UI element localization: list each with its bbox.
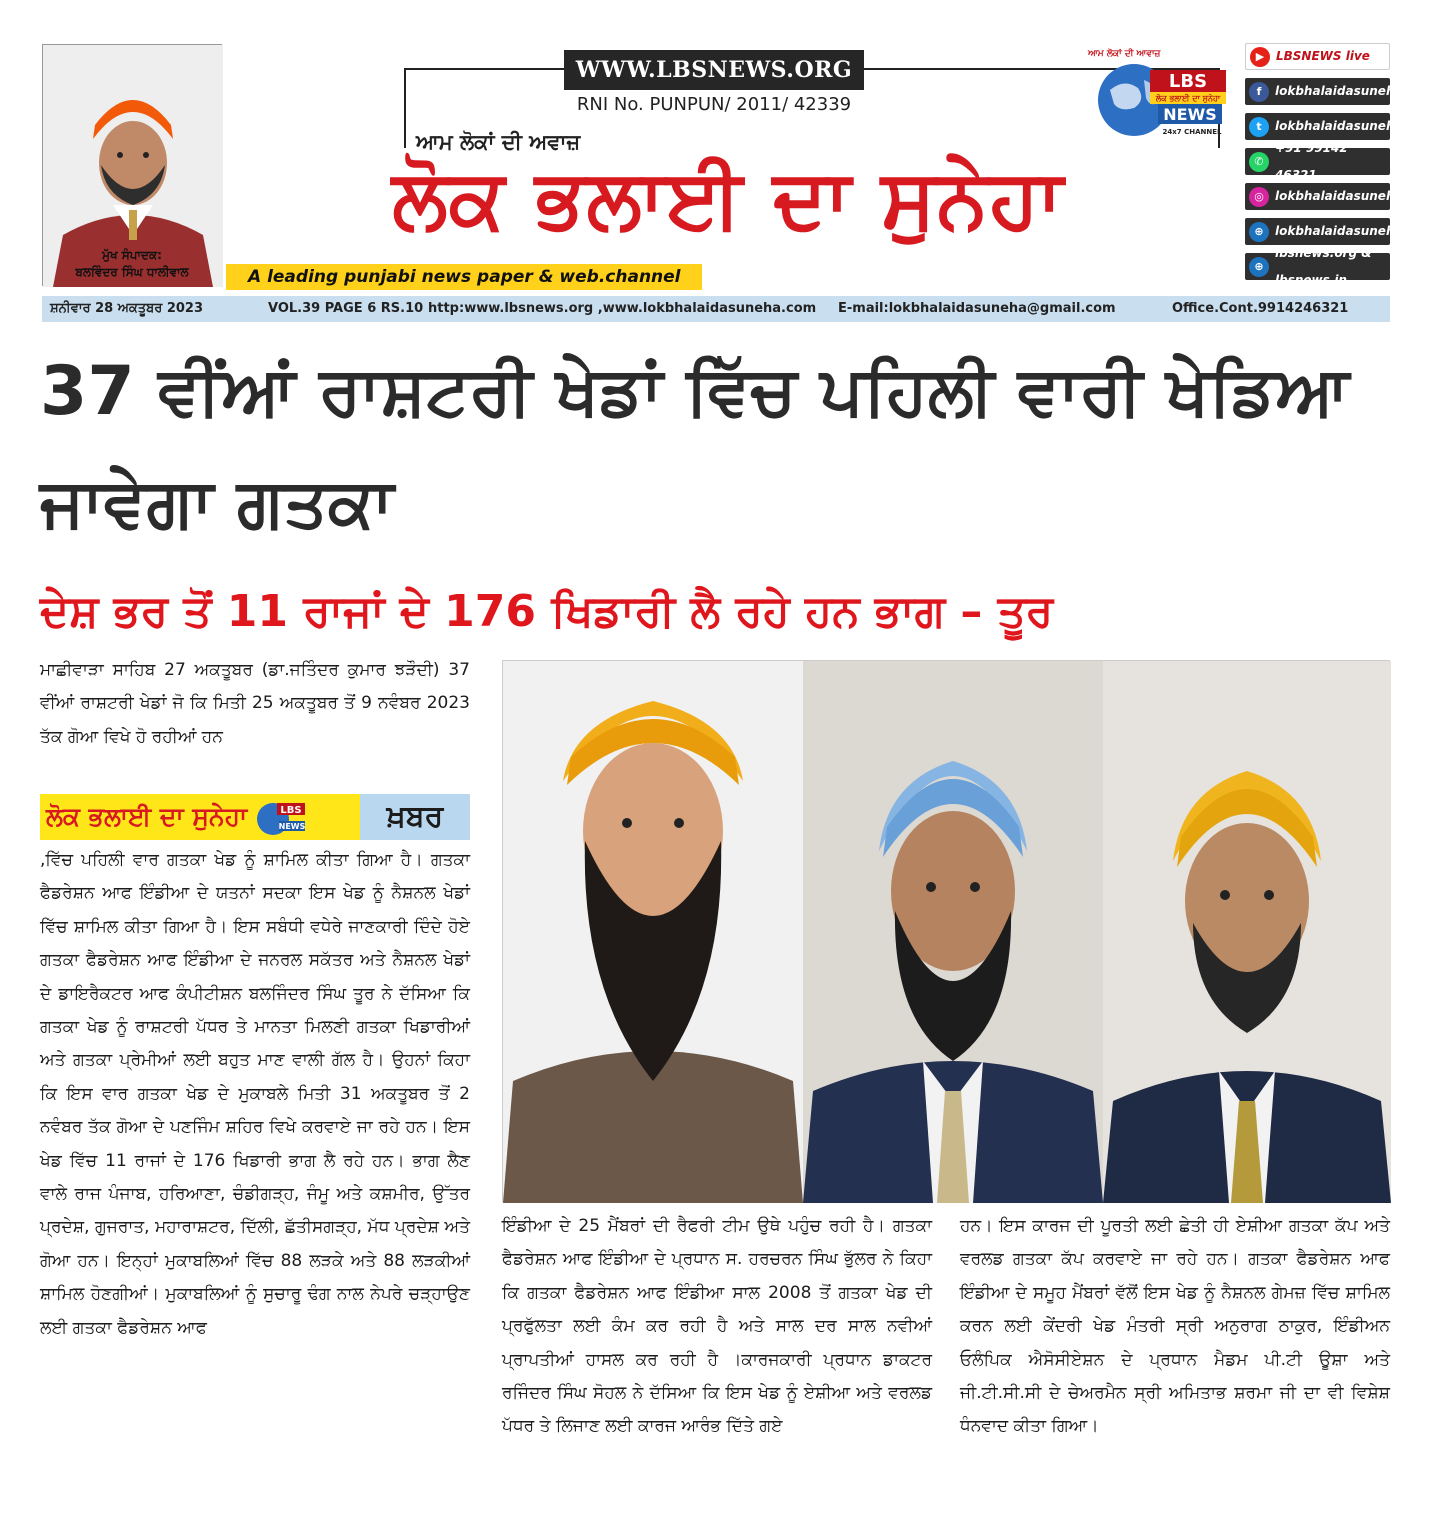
social-item-whatsapp[interactable]	[1245, 140, 1390, 182]
editor-caption	[43, 247, 221, 281]
social-label: lokbhalaidasuneha.com	[1275, 224, 1435, 238]
office-contact: Office.Cont.9914246321	[1172, 301, 1349, 316]
brand-strip-khabar: ਖ਼ਬਰ	[360, 794, 470, 840]
social-links	[1245, 43, 1435, 288]
globe-icon: ⊕	[1249, 257, 1269, 277]
globe-icon: ⊕	[1249, 222, 1269, 242]
mini-news-text: NEWS	[278, 822, 306, 831]
youtube-icon: ▶	[1250, 47, 1270, 67]
logo-lbs-text: LBS	[1168, 71, 1208, 92]
tagline-english: A leading punjabi news paper & web.channel	[226, 264, 702, 290]
lbs-mini-logo	[251, 797, 307, 837]
social-label: lokbhalaidasuneha	[1275, 84, 1403, 98]
website-links[interactable]: http:www.lbsnews.org ,www.lokbhalaidasuneha.com	[428, 301, 817, 316]
lbs-news-logo	[1068, 44, 1230, 144]
info-bar	[42, 296, 1390, 322]
social-label: lokbhalaidasuneha	[1275, 119, 1403, 133]
rni-number: RNI No. PUNPUN/ 2011/ 42339	[576, 94, 852, 115]
social-item-facebook[interactable]	[1245, 78, 1403, 105]
social-label: LBSNEWS live	[1276, 49, 1370, 63]
article-photo	[502, 660, 1390, 1202]
paper-name: ਲੋਕ ਭਲਾਈ ਦਾ ਸੁਨੇਹਾ	[392, 152, 1064, 247]
site-url[interactable]: WWW.LBSNEWS.ORG	[564, 50, 864, 90]
social-label: lokbhalaidasuneha	[1275, 189, 1403, 203]
logo-channel-text: 24x7 CHANNEL	[1162, 128, 1222, 136]
three-portraits-illustration	[503, 661, 1391, 1203]
editor-caption-name: ਬਲਵਿੰਦਰ ਸਿੰਘ ਧਾਲੀਵਾਲ	[75, 265, 189, 279]
tagline-punjabi: ਆਮ ਲੋਕਾਂ ਦੀ ਅਵਾਜ਼	[416, 130, 581, 154]
facebook-icon: f	[1249, 82, 1269, 102]
social-label: lbsnews.org & lbsnews.in	[1275, 245, 1372, 287]
article-column-3: ਹਨ। ਇਸ ਕਾਰਜ ਦੀ ਪੂਰਤੀ ਲਈ ਛੇਤੀ ਹੀ ਏਸ਼ੀਆ ਗਤਕਾ ਕੱਪ ਅਤੇ ਵਰਲਡ ਗਤਕਾ ਕੱਪ ਕਰਵਾਏ ਜਾ ਰਹੇ ਹਨ। ਗਤਕਾ ਫੈਡਰੇਸ਼ਨ ਆਫ ਇੰਡੀਆ ਦੇ ਸਮੂਹ ਮੈਂਬਰਾਂ ਵੱਲੋਂ ਇਸ ਖੇਡ ਨੂੰ ਨੈਸ਼ਨਲ ਗੇਮਜ਼ ਵਿੱਚ ਸ਼ਾਮਿਲ ਕਰਨ ਲਈ ਕੇਂਦਰੀ ਖੇਡ ਮੰਤਰੀ ਸ੍ਰੀ ਅਨੁਰਾਗ ਠਾਕੁਰ, ਇੰਡੀਅਨ ਓਲੰਪਿਕ ਐਸੋਸੀਏਸ਼ਨ ਦੇ ਪ੍ਰਧਾਨ ਮੈਡਮ ਪੀ.ਟੀ ਊਸ਼ਾ ਅਤੇ ਜੀ.ਟੀ.ਸੀ.ਸੀ ਦੇ ਚੇਅਰਮੈਨ ਸ੍ਰੀ ਅਮਿਤਾਭ ਸ਼ਰਮਾ ਜੀ ਦਾ ਵੀ ਵਿਸ਼ੇਸ਼ ਧੰਨਵਾਦ ਕੀਤਾ ਗਿਆ।	[960, 1216, 1390, 1437]
article-intro: ਮਾਛੀਵਾੜਾ ਸਾਹਿਬ 27 ਅਕਤੂਬਰ (ਡਾ.ਜਤਿੰਦਰ ਕੁਮਾਰ ਝੜੌਦੀ) 37 ਵੀਂਆਂ ਰਾਸ਼ਟਰੀ ਖੇਡਾਂ ਜੋ ਕਿ ਮਿਤੀ 25 ਅਕਤੂਬਰ ਤੋਂ 9 ਨਵੰਬਰ 2023 ਤੱਕ ਗੋਆ ਵਿਖੇ ਹੋ ਰਹੀਆਂ ਹਨ	[40, 660, 470, 747]
social-item-instagram[interactable]	[1245, 183, 1403, 210]
logo-sub-text: ਲੋਕ ਭਲਾਈ ਦਾ ਸੁਨੇਹਾ	[1155, 94, 1221, 103]
subheadline: ਦੇਸ਼ ਭਰ ਤੋਂ 11 ਰਾਜਾਂ ਦੇ 176 ਖਿਡਾਰੀ ਲੈ ਰਹੇ ਹਨ ਭਾਗ – ਤੂਰ	[40, 586, 1054, 637]
whatsapp-icon: ✆	[1249, 152, 1269, 172]
social-item-youtube[interactable]	[1245, 43, 1390, 70]
brand-strip	[40, 794, 470, 840]
headline: 37 ਵੀਂਆਂ ਰਾਸ਼ਟਰੀ ਖੇਡਾਂ ਵਿੱਚ ਪਹਿਲੀ ਵਾਰੀ ਖੇਡਿਆ ਜਾਵੇਗਾ ਗਤਕਾ	[40, 352, 1350, 543]
editor-caption-title: ਮੁੱਖ ਸੰਪਾਦਕ:	[102, 248, 162, 262]
brand-strip-name: ਲੋਕ ਭਲਾਈ ਦਾ ਸੁਨੇਹਾ	[46, 802, 248, 831]
issue-volume: VOL.39 PAGE 6 RS.10	[268, 301, 424, 316]
editor-photo	[42, 44, 222, 286]
instagram-icon: ◎	[1249, 187, 1269, 207]
article-column-2: ਇੰਡੀਆ ਦੇ 25 ਮੈਂਬਰਾਂ ਦੀ ਰੈਫਰੀ ਟੀਮ ਉਥੇ ਪਹੁੰਚ ਰਹੀ ਹੈ। ਗਤਕਾ ਫੈਡਰੇਸ਼ਨ ਆਫ ਇੰਡੀਆ ਦੇ ਪ੍ਰਧਾਨ ਸ. ਹਰਚਰਨ ਸਿੰਘ ਭੁੱਲਰ ਨੇ ਕਿਹਾ ਕਿ ਗਤਕਾ ਫੈਡਰੇਸ਼ਨ ਆਫ ਇੰਡੀਆ ਸਾਲ 2008 ਤੋਂ ਗਤਕਾ ਖੇਡ ਦੀ ਪ੍ਰਫੁੱਲਤਾ ਲਈ ਕੰਮ ਕਰ ਰਹੀ ਹੈ ਅਤੇ ਸਾਲ ਦਰ ਸਾਲ ਨਵੀਆਂ ਪ੍ਰਾਪਤੀਆਂ ਹਾਸਲ ਕਰ ਰਹੀ ਹੈ ।ਕਾਰਜਕਾਰੀ ਪ੍ਰਧਾਨ ਡਾਕਟਰ ਰਜਿੰਦਰ ਸਿੰਘ ਸੋਹਲ ਨੇ ਦੱਸਿਆ ਕਿ ਇਸ ਖੇਡ ਨੂੰ ਏਸ਼ੀਆ ਅਤੇ ਵਰਲਡ ਪੱਧਰ ਤੇ ਲਿਜਾਣ ਲਈ ਕਾਰਜ ਆਰੰਭ ਦਿੱਤੇ ਗਏ	[502, 1216, 932, 1437]
logo-news-text: NEWS	[1163, 105, 1217, 124]
article-column-1: ,ਵਿੱਚ ਪਹਿਲੀ ਵਾਰ ਗਤਕਾ ਖੇਡ ਨੂੰ ਸ਼ਾਮਿਲ ਕੀਤਾ ਗਿਆ ਹੈ। ਗਤਕਾ ਫੈਡਰੇਸ਼ਨ ਆਫ ਇੰਡੀਆ ਦੇ ਯਤਨਾਂ ਸਦਕਾ ਇਸ ਖੇਡ ਨੂੰ ਨੈਸ਼ਨਲ ਖੇਡਾਂ ਵਿੱਚ ਸ਼ਾਮਿਲ ਕੀਤਾ ਗਿਆ ਹੈ। ਇਸ ਸਬੰਧੀ ਵਧੇਰੇ ਜਾਣਕਾਰੀ ਦਿੰਦੇ ਹੋਏ ਗਤਕਾ ਫੈਡਰੇਸ਼ਨ ਆਫ ਇੰਡੀਆ ਦੇ ਜਨਰਲ ਸਕੱਤਰ ਅਤੇ ਨੈਸ਼ਨਲ ਖੇਡਾਂ ਦੇ ਡਾਇਰੈਕਟਰ ਆਫ ਕੰਪੀਟੀਸ਼ਨ ਬਲਜਿੰਦਰ ਸਿੰਘ ਤੂਰ ਨੇ ਦੱਸਿਆ ਕਿ ਗਤਕਾ ਖੇਡ ਨੂੰ ਰਾਸ਼ਟਰੀ ਪੱਧਰ ਤੇ ਮਾਨਤਾ ਮਿਲਣੀ ਗਤਕਾ ਖਿਡਾਰੀਆਂ ਅਤੇ ਗਤਕਾ ਪ੍ਰੇਮੀਆਂ ਲਈ ਬਹੁਤ ਮਾਣ ਵਾਲੀ ਗੱਲ ਹੈ। ਉਹਨਾਂ ਕਿਹਾ ਕਿ ਇਸ ਵਾਰ ਗਤਕਾ ਖੇਡ ਦੇ ਮੁਕਾਬਲੇ ਮਿਤੀ 31 ਅਕਤੂਬਰ ਤੋਂ 2 ਨਵੰਬਰ ਤੱਕ ਗੋਆ ਦੇ ਪਣਜਿੰਮ ਸ਼ਹਿਰ ਵਿਖੇ ਕਰਵਾਏ ਜਾ ਰਹੇ ਹਨ। ਇਸ ਖੇਡ ਵਿੱਚ 11 ਰਾਜਾਂ ਦੇ 176 ਖਿਡਾਰੀ ਭਾਗ ਲੈ ਰਹੇ ਹਨ। ਭਾਗ ਲੈਣ ਵਾਲੇ ਰਾਜ ਪੰਜਾਬ, ਹਰਿਆਣਾ, ਚੰਡੀਗੜ੍ਹ, ਜੰਮੂ ਅਤੇ ਕਸ਼ਮੀਰ, ਉੱਤਰ ਪ੍ਰਦੇਸ਼, ਗੁਜਰਾਤ, ਮਹਾਰਾਸ਼ਟਰ, ਦਿੱਲੀ, ਛੱਤੀਸਗੜ੍ਹ, ਮੱਧ ਪ੍ਰਦੇਸ਼ ਅਤੇ ਗੋਆ ਹਨ। ਇਨ੍ਹਾਂ ਮੁਕਾਬਲਿਆਂ ਵਿੱਚ 88 ਲੜਕੇ ਅਤੇ 88 ਲੜਕੀਆਂ ਸ਼ਾਮਿਲ ਹੋਣਗੀਆਂ। ਮੁਕਾਬਲਿਆਂ ਨੂੰ ਸੁਚਾਰੂ ਢੰਗ ਨਾਲ ਨੇਪਰੇ ਚੜ੍ਹਾਉਣ ਲਈ ਗਤਕਾ ਫੈਡਰੇਸ਼ਨ ਆਫ	[40, 850, 470, 1338]
social-item-website-2[interactable]	[1245, 245, 1390, 287]
logo-top-text: ਆਮ ਲੋਕਾਂ ਦੀ ਆਵਾਜ਼	[1088, 49, 1161, 59]
mini-lbs-text: LBS	[280, 805, 302, 816]
issue-date: ਸ਼ਨੀਵਾਰ 28 ਅਕਤੂਬਰ 2023	[50, 301, 204, 316]
twitter-icon: t	[1249, 117, 1269, 137]
social-label: +91 99142 46321	[1275, 140, 1348, 182]
email-link[interactable]: E-mail:lokbhalaidasuneha@gmail.com	[838, 301, 1116, 316]
